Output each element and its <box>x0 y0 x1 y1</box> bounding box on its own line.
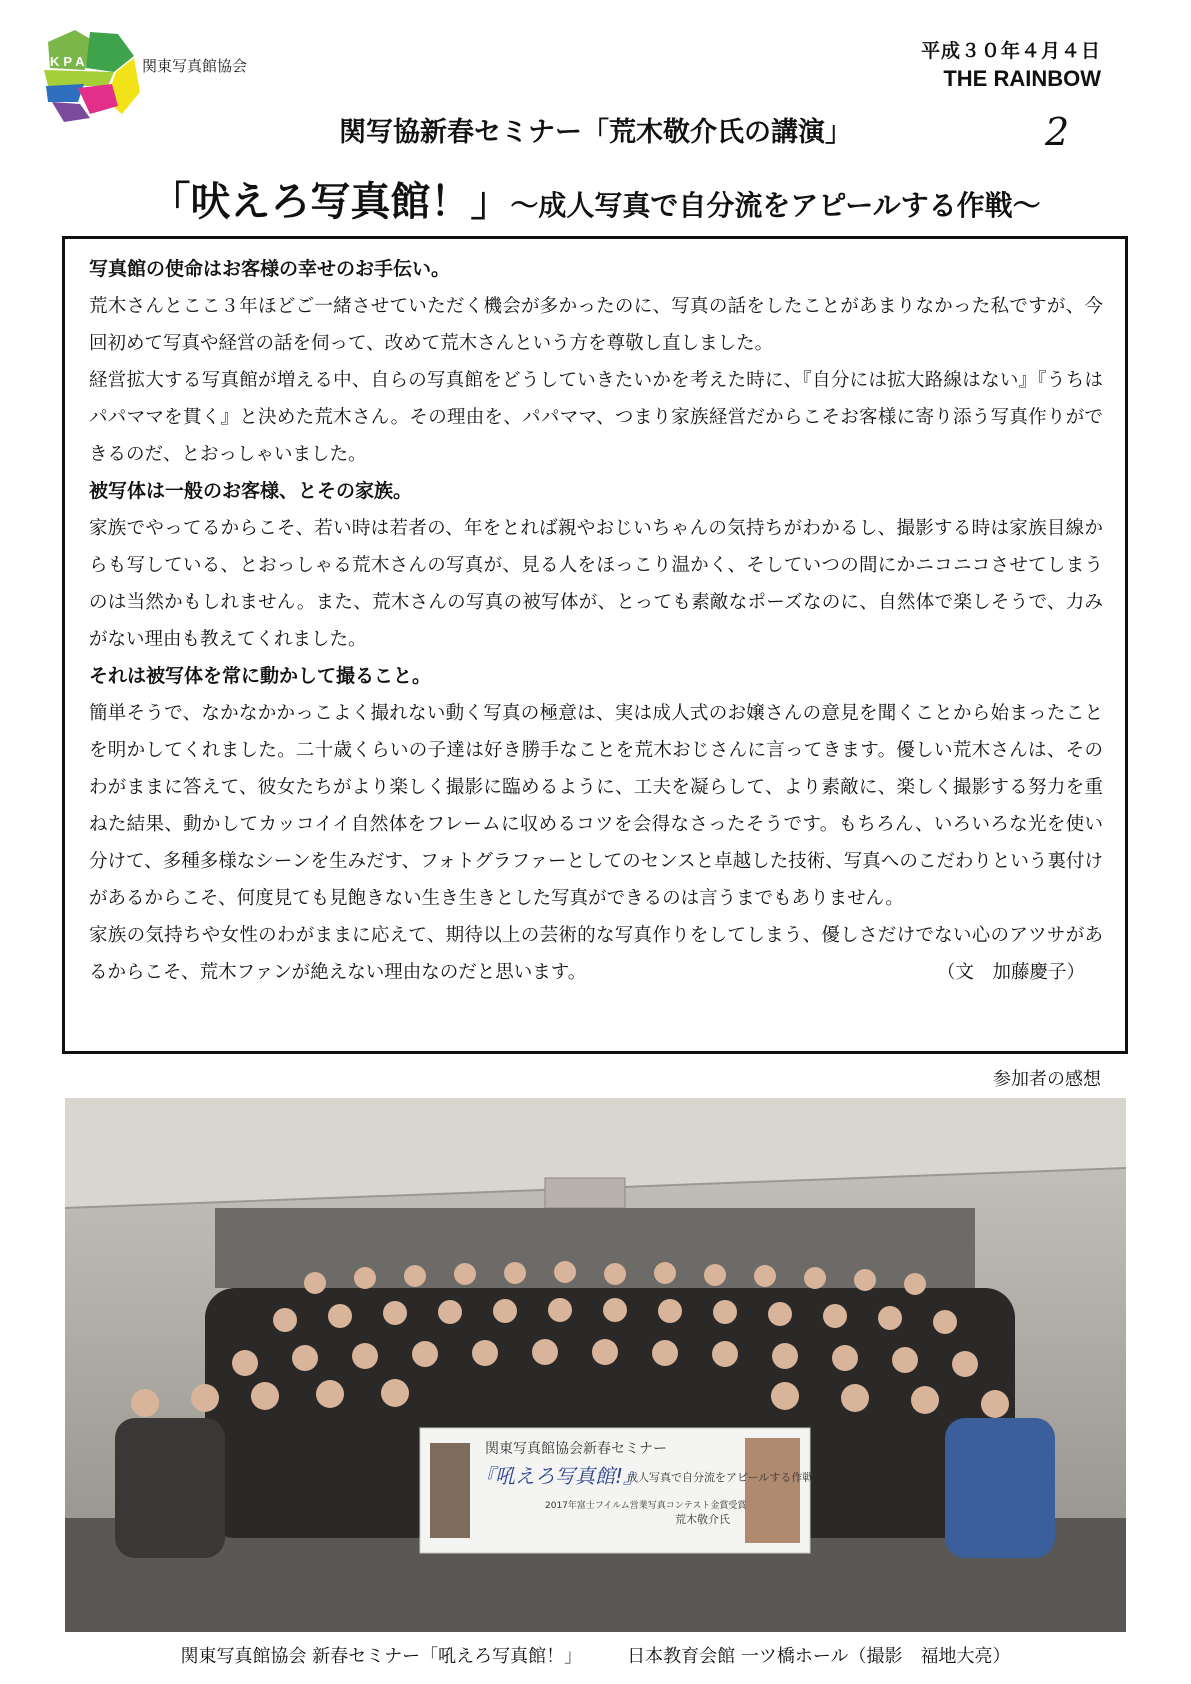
article-heading-3: それは被写体を常に動かして撮ること。 <box>89 665 432 687</box>
main-title: 関写協新春セミナー「荒木敬介氏の講演」 <box>339 117 852 148</box>
article-paragraph-1: 荒木さんとここ３年ほどご一緒させていただく機会が多かったのに、写真の話をしたことがあまりなかった私ですが、今回初めて写真や経営の話を伺って、改めて荒木さんという方を尊敬し直しました。 <box>89 296 1103 354</box>
banner-line-3: 2017年富士フイルム営業写真コンテスト金賞受賞 <box>545 1501 747 1511</box>
logo-text: KPA <box>50 54 89 69</box>
article-paragraph-2: 経営拡大する写真館が増える中、自らの写真館をどうしていきたいかを考えた時に、『自分には拡大路線はない』『うちはパパママを貫く』と決めた荒木さん。その理由を、パパママ、つまり家族経営だからこそお客様に寄り添う写真作りができるのだ、とおっしゃいました。 <box>89 370 1103 465</box>
article-paragraph-5-text: 家族の気持ちや女性のわがままに応えて、期待以上の芸術的な写真作りをしてしまう、優しさだけでない心のアツサがあるからこそ、荒木ファンが絶えない理由なのだと思います。 <box>89 925 1103 983</box>
page-number: 2 <box>1045 110 1070 154</box>
article-heading-1: 写真館の使命はお客様の幸せのお手伝い。 <box>89 258 451 280</box>
newsletter-name: THE RAINBOW <box>943 66 1101 91</box>
banner-line-1: 関東写真館協会新春セミナー <box>485 1441 667 1457</box>
sub-title-tagline: 〜成人写真で自分流をアピールする作戦〜 <box>510 189 1041 222</box>
article-paragraph-5 <box>89 917 1103 991</box>
photo-caption: 関東写真館協会 新春セミナー「吼えろ写真館！」 日本教育会館 一ツ橋ホール（撮影 福地大亮） <box>180 1646 1011 1667</box>
article-paragraph-4: 簡単そうで、なかなかかっこよく撮れない動く写真の極意は、実は成人式のお嬢さんの意見を聞くことから始まったことを明かしてくれました。二十歳くらいの子達は好き勝手なことを荒木おじさんに言ってきます。優しい荒木さんは、そのわがままに答えて、彼女たちがより楽しく撮影に臨めるように、工夫を凝らして、より素敵に、楽しく撮影する努力を重ねた結果、動かしてカッコイイ自然体をフレームに収めるコツを会得なさったそうです。もちろん、いろいろな光を使い分けて、多種多様なシーンを生みだす、フォトグラファーとしてのセンスと卓越した技術、写真へのこだわりという裏付けがあるからこそ、何度見ても見飽きない生き生きとした写真ができるのは言うまでもありません。 <box>89 703 1103 909</box>
author-credit: （文 加藤慶子） <box>936 962 1085 983</box>
article-heading-2: 被写体は一般のお客様、とその家族。 <box>89 480 413 502</box>
group-photo <box>65 1098 1126 1632</box>
banner-line-2-tagline: 成人写真で自分流をアピールする作戦 <box>627 1471 814 1484</box>
article-paragraph-3: 家族でやってるからこそ、若い時は若者の、年をとれば親やおじいちゃんの気持ちがわかるし、撮影する時は家族目線からも写している、とおっしゃる荒木さんの写真が、見る人をほっこり温かく、そしていつの間にかニコニコさせてしまうのは当然かもしれません。また、荒木さんの写真の被写体が、とっても素敵なポーズなのに、自然体で楽しそうで、力みがない理由も教えてくれました。 <box>89 518 1103 650</box>
participants-label: 参加者の感想 <box>993 1069 1101 1090</box>
article-box <box>62 236 1128 1054</box>
sub-title-main: 「吠えろ写真館！」 <box>150 179 511 225</box>
group-photo-illustration <box>65 1098 1126 1632</box>
sub-title <box>0 170 1191 227</box>
issue-date: 平成３０年４月４日 <box>920 40 1101 62</box>
org-name: 関東写真館協会 <box>142 57 248 75</box>
banner-line-4: 荒木敬介氏 <box>675 1513 730 1526</box>
banner-line-2-main: 『吼えろ写真館!』 <box>475 1464 644 1488</box>
